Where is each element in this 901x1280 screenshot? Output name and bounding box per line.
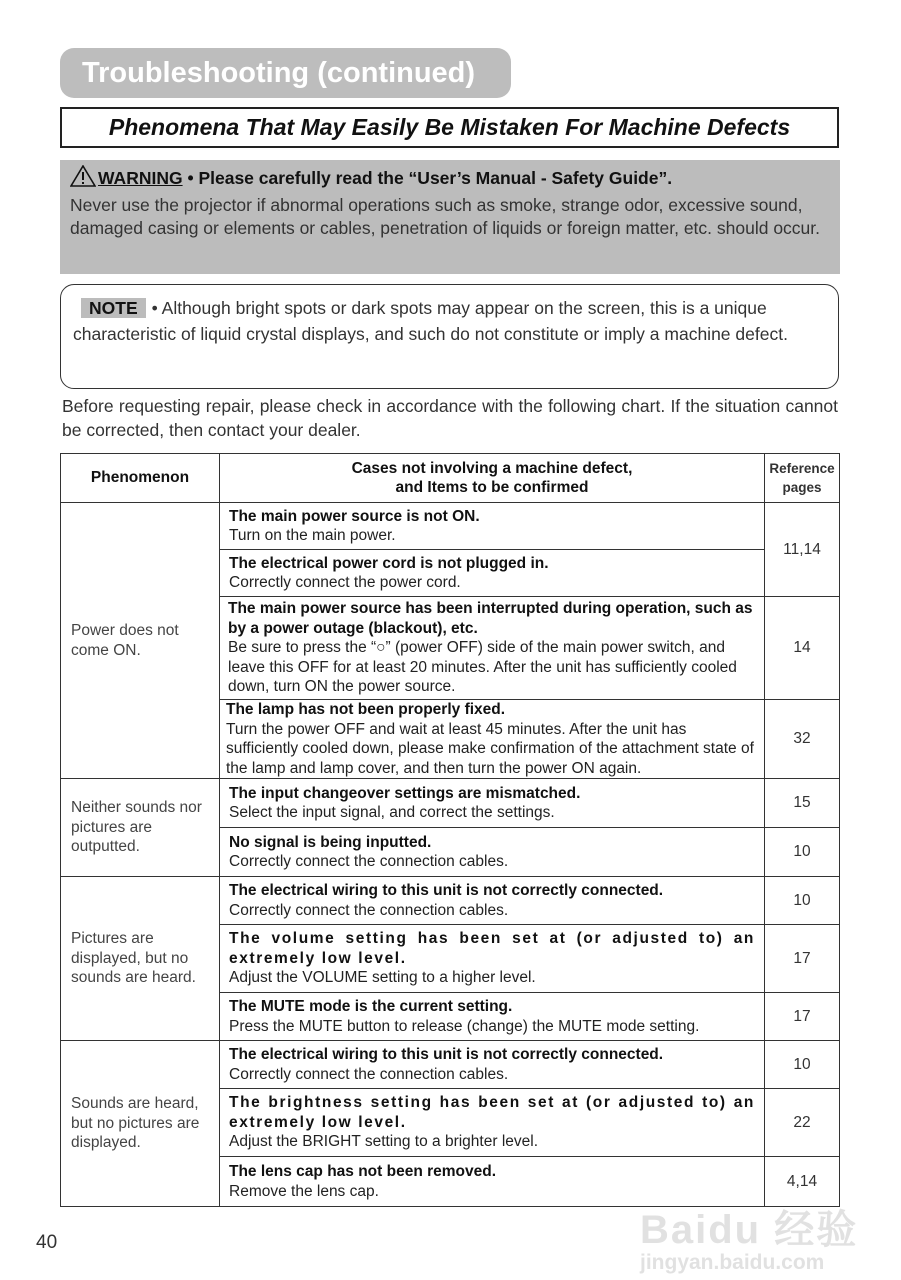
header-cases-line1: Cases not involving a machine defect, xyxy=(351,459,633,477)
phenomenon-cell: Power does not come ON. xyxy=(61,503,220,779)
case-cell xyxy=(220,779,765,828)
warning-triangle-icon xyxy=(70,165,96,194)
baidu-watermark xyxy=(640,1208,859,1275)
warning-box xyxy=(60,160,840,274)
case-title: The volume setting has been set at (or adjusted to) an extremely low level. xyxy=(229,930,755,967)
ref-cell: 17 xyxy=(765,993,840,1041)
table-row xyxy=(61,877,840,925)
ref-cell: 4,14 xyxy=(765,1157,840,1207)
intro-paragraph: Before requesting repair, please check in accordance with the following chart. If the situation cannot be corrected, then contact your dealer. xyxy=(62,396,838,440)
case-cell xyxy=(220,700,765,779)
table-row xyxy=(61,1041,840,1089)
header-ref xyxy=(765,454,840,503)
case-title: The main power source is not ON. xyxy=(229,507,480,525)
phenomenon-cell: Pictures are displayed, but no sounds are heard. xyxy=(61,877,220,1041)
ref-cell: 17 xyxy=(765,925,840,993)
ref-cell: 14 xyxy=(765,597,840,700)
case-desc: Turn the power OFF and wait at least 45 minutes. After the unit has sufficiently cooled down, please make confirmation of the attachment state of the lamp and lamp cover, and then turn the power ON again. xyxy=(226,720,754,777)
case-title: The lamp has not been properly fixed. xyxy=(226,701,506,718)
case-desc: Correctly connect the connection cables. xyxy=(229,1065,509,1083)
case-title: The lens cap has not been removed. xyxy=(229,1163,497,1180)
case-title: The electrical wiring to this unit is not correctly connected. xyxy=(229,1046,664,1063)
note-box xyxy=(60,284,839,389)
case-desc: Correctly connect the connection cables. xyxy=(229,901,509,919)
case-title: No signal is being inputted. xyxy=(229,833,432,851)
note-label: NOTE xyxy=(81,298,146,318)
case-title: The electrical power cord is not plugged in. xyxy=(229,554,549,572)
header-cases xyxy=(220,454,765,503)
case-desc: Turn on the main power. xyxy=(229,527,396,544)
troubleshooting-table xyxy=(60,453,840,1207)
table-row xyxy=(61,503,840,550)
phenomenon-cell: Sounds are heard, but no pictures are displayed. xyxy=(61,1041,220,1207)
case-cell xyxy=(220,1041,765,1089)
note-text: • Although bright spots or dark spots may appear on the screen, this is a unique characteristic of liquid crystal displays, and such do not constitute or imply a machine defect. xyxy=(73,298,788,344)
case-cell xyxy=(220,1089,765,1157)
case-title: The input changeover settings are mismatched. xyxy=(229,784,581,802)
case-cell xyxy=(220,877,765,925)
case-desc: Press the MUTE button to release (change) the MUTE mode setting. xyxy=(229,1017,700,1035)
header-phenomenon: Phenomenon xyxy=(61,454,220,503)
ref-cell: 15 xyxy=(765,779,840,828)
table-area xyxy=(60,453,859,1275)
case-cell xyxy=(220,828,765,877)
case-desc: Remove the lens cap. xyxy=(229,1182,379,1200)
header-cases-line2: and Items to be confirmed xyxy=(395,479,589,496)
case-title: The electrical wiring to this unit is not correctly connected. xyxy=(229,882,664,899)
header-ref-line1: Reference xyxy=(769,461,835,476)
header-ref-line2: pages xyxy=(782,480,822,495)
watermark-logo: Baidu 经验 xyxy=(640,1208,859,1252)
table-header-row xyxy=(61,454,840,503)
case-desc: Correctly connect the connection cables. xyxy=(229,853,509,870)
ref-cell: 11,14 xyxy=(765,503,840,597)
case-cell xyxy=(220,597,765,700)
case-cell xyxy=(220,925,765,993)
case-desc: Select the input signal, and correct the settings. xyxy=(229,804,555,821)
case-cell xyxy=(220,993,765,1041)
table-row xyxy=(61,779,840,828)
case-title: The main power source has been interrupted during operation, such as by a power outage (blackout), etc. xyxy=(228,600,753,637)
case-cell xyxy=(220,1157,765,1207)
case-desc: Be sure to press the “○” (power OFF) side of the main power switch, and leave this OFF for at least 20 minutes. After the unit has sufficiently cooled down, turn ON the power source. xyxy=(228,639,737,696)
case-cell xyxy=(220,550,765,597)
phenomenon-cell: Neither sounds nor pictures are outputted. xyxy=(61,779,220,877)
case-title: The brightness setting has been set at (or adjusted to) an extremely low level. xyxy=(229,1094,755,1131)
case-desc: Adjust the BRIGHT setting to a brighter level. xyxy=(229,1133,539,1151)
case-cell xyxy=(220,503,765,550)
warning-headline: • Please carefully read the “User’s Manual - Safety Guide”. xyxy=(187,168,673,188)
ref-cell: 22 xyxy=(765,1089,840,1157)
case-desc: Adjust the VOLUME setting to a higher level. xyxy=(229,969,536,987)
warning-label: WARNING xyxy=(98,168,183,188)
ref-cell: 32 xyxy=(765,700,840,779)
warning-body: Never use the projector if abnormal operations such as smoke, strange odor, excessive sound, damaged casing or elements or cables, penetration of liquids or foreign matter, etc. should occur. xyxy=(70,194,821,238)
ref-cell: 10 xyxy=(765,828,840,877)
ref-cell: 10 xyxy=(765,877,840,925)
section-title: Phenomena That May Easily Be Mistaken For Machine Defects xyxy=(60,107,839,148)
page-number: 40 xyxy=(36,1232,58,1253)
case-desc: Correctly connect the power cord. xyxy=(229,574,461,591)
page-title: Troubleshooting (continued) xyxy=(60,48,511,98)
watermark-url: jingyan.baidu.com xyxy=(640,1251,825,1274)
case-title: The MUTE mode is the current setting. xyxy=(229,998,513,1015)
ref-cell: 10 xyxy=(765,1041,840,1089)
